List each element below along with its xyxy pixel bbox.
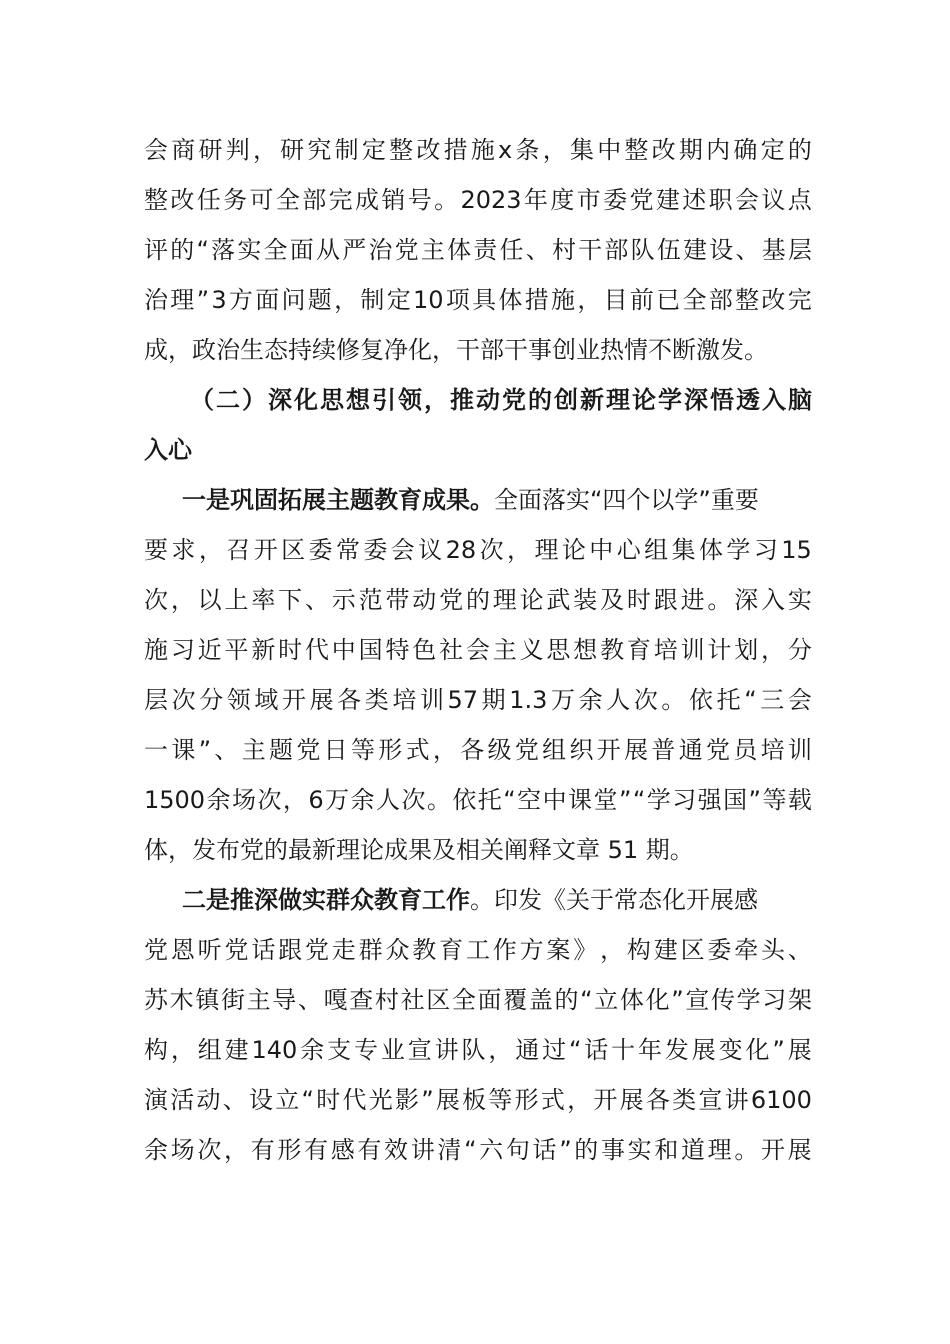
text-line: 层 次 分 领 域 开 展 各 类 培 训 57 期 1.3 万 余 人 次 。 依 托 “ 三 会: [144, 686, 812, 714]
text-line: 整 改 任 务 可 全 部 完 成 销 号 。 2023 年 度 市 委 党 建 述 职 会 议 点: [144, 186, 812, 214]
text-line: 苏 木 镇 街 主 导 、 嘎 查 村 社 区 全 面 覆 盖 的 “ 立 体 化 ” 宣 传 学 习 架: [144, 986, 812, 1014]
text-line: 次 ， 以 上 率 下 、 示 范 带 动 党 的 理 论 武 装 及 时 跟 进 。 深 入 实: [144, 586, 812, 614]
text-line: 施 习 近 平 新 时 代 中 国 特 色 社 会 主 义 思 想 教 育 培 训 计 划 ， 分: [144, 636, 812, 664]
text-line: [144, 475, 812, 525]
text-line: 演 活 动 、 设 立 “ 时 代 光 影 ” 展 板 等 形 式 ， 开 展 各 类 宣 讲 6100: [144, 1086, 812, 1114]
text-line: 治 理 ” 3 方 面 问 题 ， 制 定 10 项 具 体 措 施 ， 目 前 已 全 部 整 改 完: [144, 286, 812, 314]
paragraph-text: 全面落实“四个以学”重要: [494, 486, 759, 514]
text-line: 评 的 “ 落 实 全 面 从 严 治 党 主 体 责 任 、 村 干 部 队 伍 建 设 、 基 层: [144, 236, 812, 264]
document-body: [144, 125, 812, 1175]
text-line: 成，政治生态持续修复净化，干部干事创业热情不断激发。: [144, 336, 768, 364]
paragraph-text: 。印发《关于常态化开展感: [470, 886, 758, 914]
text-line: 体，发布党的最新理论成果及相关阐释文章 51 期。: [144, 836, 694, 864]
text-line: [144, 875, 812, 925]
text-line: 会 商 研 判 ， 研 究 制 定 整 改 措 施 x 条 ， 集 中 整 改 期 内 确 定 的: [144, 136, 812, 164]
intro-paragraph: [144, 125, 812, 375]
text-line: 党 恩 听 党 话 跟 党 走 群 众 教 育 工 作 方 案 》 ， 构 建 区 委 牵 头 、: [144, 936, 812, 964]
text-line: 1500 余 场 次 ， 6 万 余 人 次 。 依 托 “ 空 中 课 堂 ” “ 学 习 强 国 ” 等 载: [144, 786, 812, 814]
paragraph-mass-education: [144, 875, 812, 1175]
section-heading: [144, 375, 812, 475]
paragraph-lead: 二是推深做实群众教育工作: [182, 886, 470, 914]
heading-line: （ 二 ） 深 化 思 想 引 领 ， 推 动 党 的 创 新 理 论 学 深 悟 透 入 脑: [190, 386, 812, 414]
heading-line: 入心: [144, 436, 192, 464]
paragraph-lead: 一是巩固拓展主题教育成果。: [182, 486, 494, 514]
text-line: 要 求 ， 召 开 区 委 常 委 会 议 28 次 ， 理 论 中 心 组 集 体 学 习 15: [144, 536, 812, 564]
text-line: 构 ， 组 建 140 余 支 专 业 宣 讲 队 ， 通 过 “ 话 十 年 发 展 变 化 ” 展: [144, 1036, 812, 1064]
text-line: 余 场 次 ， 有 形 有 感 有 效 讲 清 “ 六 句 话 ” 的 事 实 和 道 理 。 开 展: [144, 1136, 812, 1164]
paragraph-theme-education: [144, 475, 812, 875]
text-line: 一 课 ” 、 主 题 党 日 等 形 式 ， 各 级 党 组 织 开 展 普 通 党 员 培 训: [144, 736, 812, 764]
